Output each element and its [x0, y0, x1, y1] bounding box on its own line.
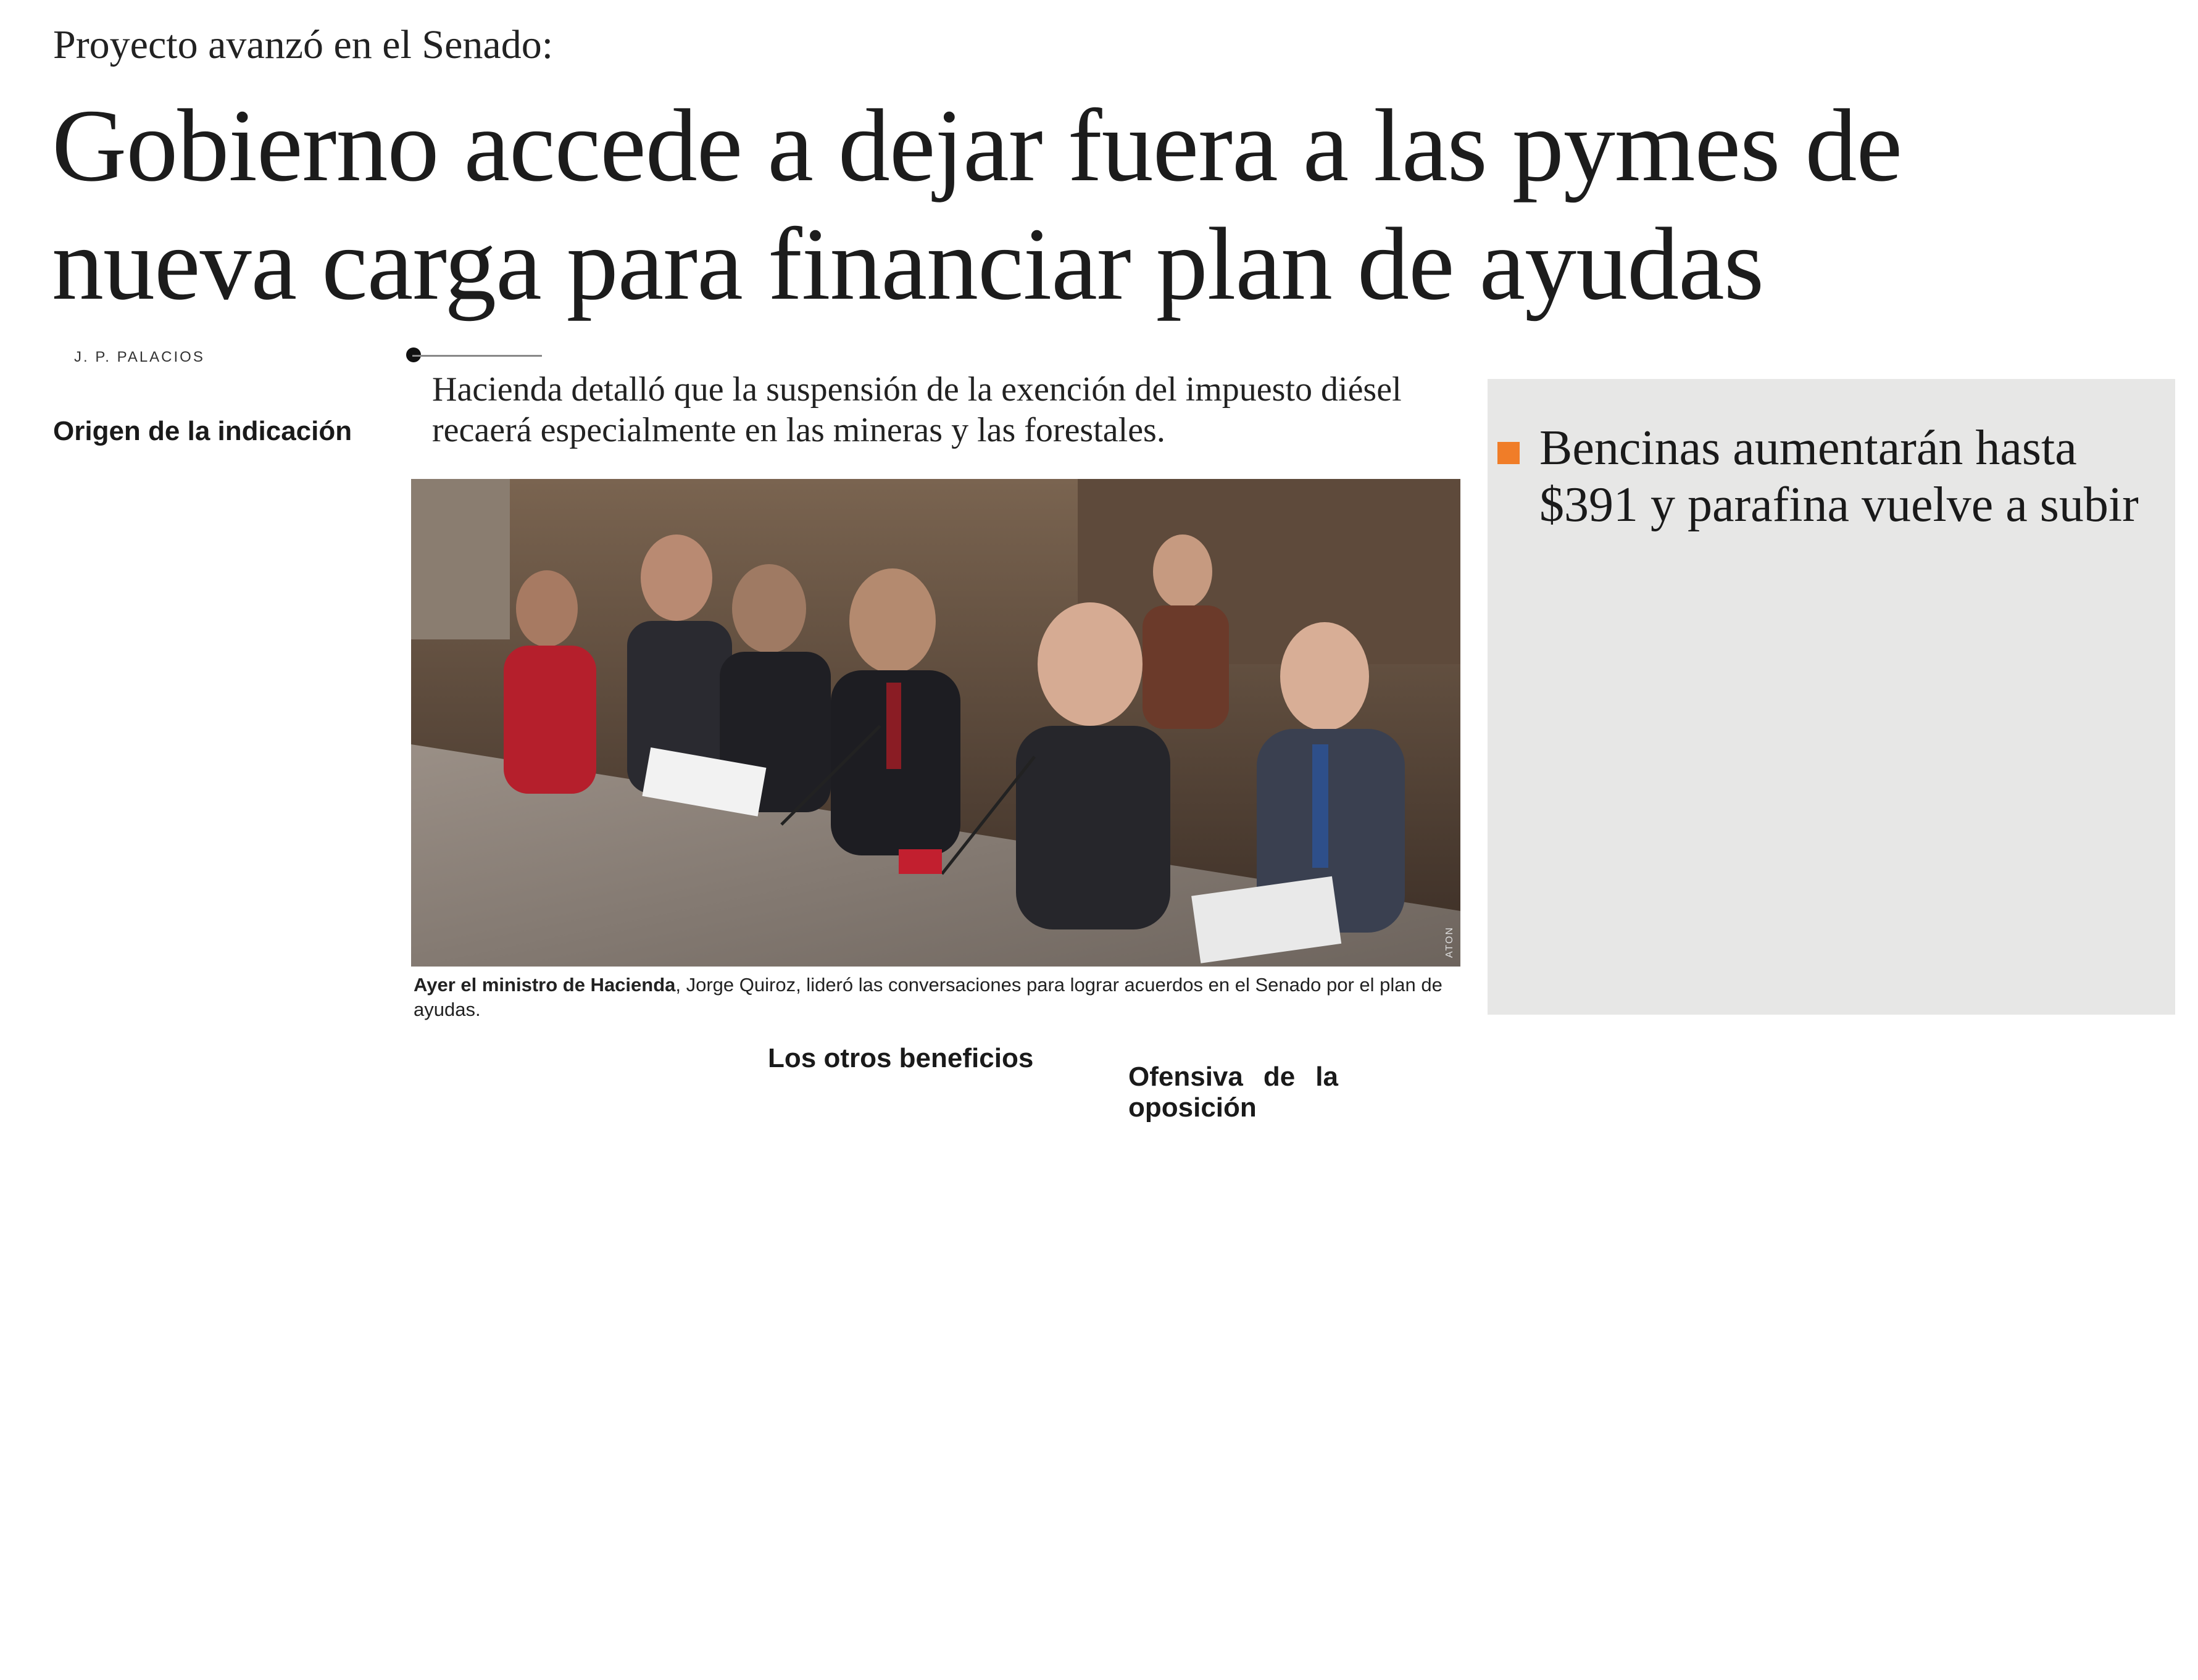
photo-caption [414, 973, 1463, 1022]
body-column-3 [768, 1043, 1101, 1095]
caption-text: , Jorge Quiroz, lideró las conversaciones para lograr acuerdos en el Senado por el plan de ayudas. [414, 974, 1442, 1020]
deck: Hacienda detalló que la suspensión de la exención del impuesto diésel recaerá especialmente en las mineras y las forestales. [432, 370, 1402, 449]
orange-square-icon [1497, 442, 1520, 464]
photo-credit: ATON [1444, 926, 1455, 958]
subheading-origen: Origen de la indicación [53, 416, 352, 446]
body-column-1 [53, 400, 380, 462]
article-photo [411, 479, 1460, 967]
subheading-ofensiva: Ofensiva de la oposición [1128, 1062, 1338, 1123]
sidebar-title: Bencinas aumentarán hasta $391 y parafina vuelve a subir [1539, 421, 2139, 532]
kicker: Proyecto avanzó en el Senado: [53, 22, 554, 67]
body-column-4 [1128, 1043, 1462, 1142]
photo-illustration [411, 479, 1460, 967]
deck-rule [412, 355, 542, 357]
subheading-beneficios: Los otros beneficios [768, 1043, 1034, 1073]
caption-lead: Ayer el ministro de Hacienda [414, 974, 676, 996]
sidebar-body [1537, 548, 2160, 567]
headline: Gobierno accede a dejar fuera a las pymes de nueva carga para financiar plan de ayudas [52, 88, 1902, 322]
byline: J. P. PALACIOS [74, 349, 205, 365]
